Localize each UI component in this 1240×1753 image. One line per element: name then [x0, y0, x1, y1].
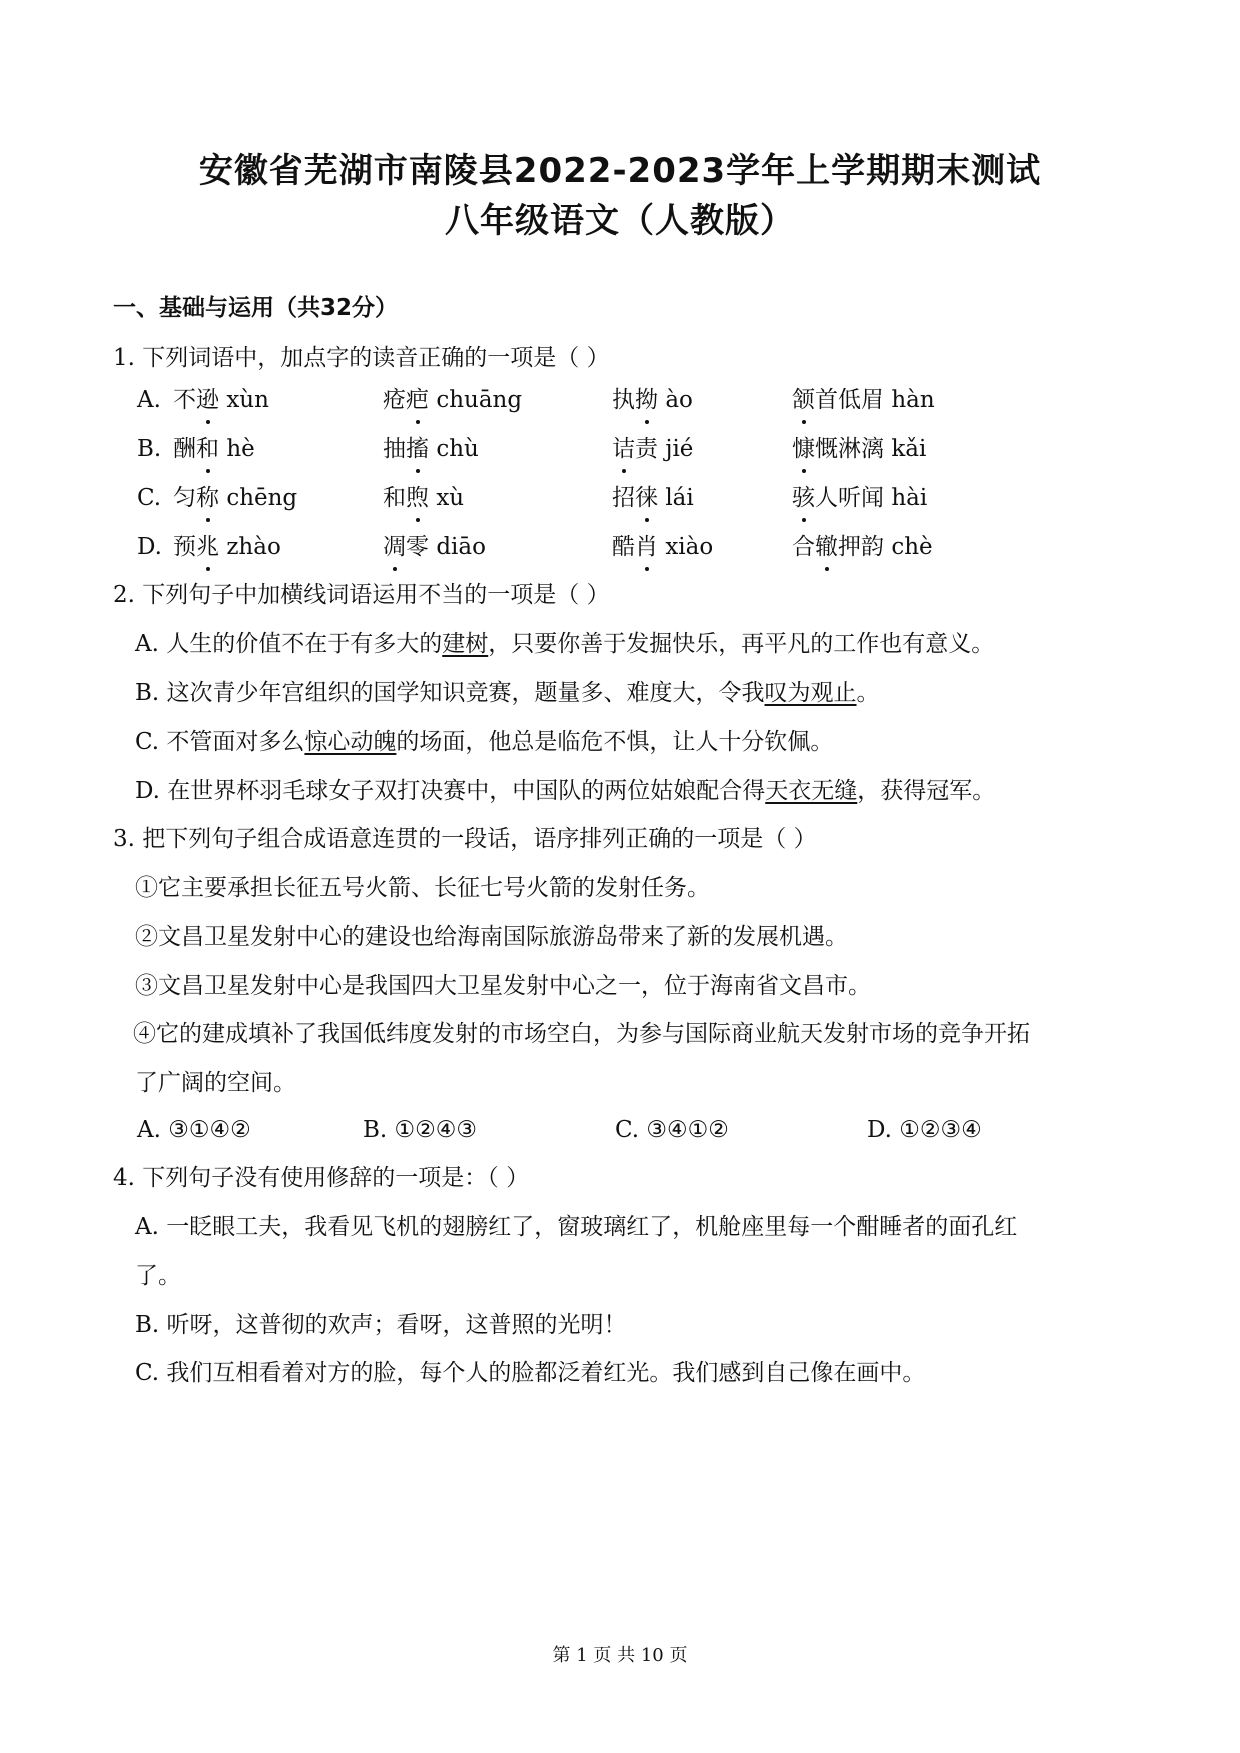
word-text: 人听闻 — [815, 485, 884, 511]
question-2-stem: 2. 下列句子中加横线词语运用不当的一项是（ ） — [113, 582, 610, 608]
word-text: 押韵 — [838, 534, 884, 560]
word-text: 执 — [612, 387, 635, 413]
pinyin: hài — [891, 485, 928, 511]
dotted-character: 称 — [196, 485, 219, 511]
word-item — [792, 434, 926, 464]
question-3-sentence-3: ③文昌卫星发射中心是我国四大卫星发射中心之一，位于海南省文昌市。 — [135, 973, 871, 999]
word-item — [612, 532, 713, 562]
question-4-option-b: B. 听呀，这普彻的欢声；看呀，这普照的光明！ — [135, 1312, 627, 1338]
dotted-character: 煦 — [406, 485, 429, 511]
word-item — [383, 385, 522, 415]
word-item — [792, 532, 933, 562]
question-3-choices — [0, 1115, 1240, 1147]
question-2-option-a — [135, 629, 994, 659]
word-item — [173, 532, 281, 562]
option-letter: B. — [137, 436, 162, 462]
word-text: 零 — [406, 534, 429, 560]
dotted-character: 拗 — [635, 387, 658, 413]
word-text: 和 — [383, 485, 406, 511]
word-text: 疮 — [383, 387, 406, 413]
option-letter: C. — [137, 485, 162, 511]
question-1-option-row — [0, 434, 1240, 466]
question-3-sentence-1: ①它主要承担长征五号火箭、长征七号火箭的发射任务。 — [135, 875, 710, 901]
question-2-option-c — [135, 727, 833, 757]
choice-a: A. ③①④② — [137, 1117, 251, 1143]
choice-b: B. ①②④③ — [363, 1117, 478, 1143]
question-1-option-row — [0, 483, 1240, 515]
word-text: 首低眉 — [815, 387, 884, 413]
pinyin: chù — [436, 436, 479, 462]
question-1-option-row — [0, 385, 1240, 417]
dotted-character: 肖 — [635, 534, 658, 560]
pinyin: chè — [891, 534, 933, 560]
question-3-sentence-4: ④它的建成填补了我国低纬度发射的市场空白，为参与国际商业航天发射市场的竞争开拓 — [133, 1021, 1030, 1047]
dotted-character: 搐 — [406, 436, 429, 462]
option-text: B. 这次青少年宫组织的国学知识竞赛，题量多、难度大，令我 — [135, 680, 765, 706]
pinyin: hè — [226, 436, 255, 462]
question-1-stem: 1. 下列词语中，加点字的读音正确的一项是（ ） — [113, 345, 610, 371]
word-item — [792, 483, 927, 513]
underlined-term: 惊心动魄 — [304, 729, 397, 755]
question-3-sentence-4-cont: 了广阔的空间。 — [135, 1070, 296, 1096]
underlined-term: 叹为观止 — [764, 680, 857, 706]
dotted-character: 徕 — [635, 485, 658, 511]
option-text: ，获得冠军。 — [857, 778, 996, 804]
option-text: 。 — [856, 680, 880, 706]
dotted-character: 骇 — [792, 485, 815, 511]
question-2-option-b — [135, 678, 880, 708]
word-item — [383, 434, 479, 464]
word-text: 合 — [792, 534, 815, 560]
dotted-character: 慷 — [792, 436, 815, 462]
option-text: C. 不管面对多么 — [135, 729, 305, 755]
pinyin: lái — [665, 485, 694, 511]
document-title-line2: 八年级语文（人教版） — [445, 201, 795, 241]
word-item — [173, 483, 297, 513]
word-item — [383, 483, 464, 513]
pinyin: diāo — [436, 534, 486, 560]
question-4-option-a-cont: 了。 — [135, 1263, 181, 1289]
page-footer: 第 1 页 共 10 页 — [552, 1645, 688, 1666]
document-title-line1: 安徽省芜湖市南陵县2022-2023学年上学期期末测试 — [198, 151, 1042, 191]
pinyin: xiào — [665, 534, 714, 560]
pinyin: kǎi — [891, 436, 927, 462]
option-letter: D. — [137, 534, 162, 560]
choice-c: C. ③④①② — [615, 1117, 729, 1143]
option-text: D. 在世界杯羽毛球女子双打决赛中，中国队的两位姑娘配合得 — [135, 778, 766, 804]
pinyin: xù — [436, 485, 465, 511]
word-item — [612, 434, 693, 464]
question-3-stem: 3. 把下列句子组合成语意连贯的一段话，语序排列正确的一项是（ ） — [113, 826, 817, 852]
question-3-sentence-2: ②文昌卫星发射中心的建设也给海南国际旅游岛带来了新的发展机遇。 — [135, 924, 848, 950]
underlined-term: 建树 — [442, 631, 489, 657]
question-2-option-d — [135, 776, 995, 806]
word-text: 抽 — [383, 436, 406, 462]
word-item — [612, 385, 693, 415]
pinyin: jié — [665, 436, 694, 462]
option-text: 的场面，他总是临危不惧，让人十分钦佩。 — [396, 729, 834, 755]
question-4-option-c: C. 我们互相看着对方的脸，每个人的脸都泛着红光。我们感到自己像在画中。 — [135, 1360, 926, 1386]
word-text: 酷 — [612, 534, 635, 560]
word-item — [792, 385, 935, 415]
dotted-character: 逊 — [196, 387, 219, 413]
section-heading: 一、基础与运用（共32分） — [113, 295, 399, 321]
option-text: A. 人生的价值不在于有多大的 — [135, 631, 443, 657]
pinyin: zhào — [226, 534, 281, 560]
word-text: 预 — [173, 534, 196, 560]
word-text: 慨淋漓 — [815, 436, 884, 462]
pinyin: chuāng — [436, 387, 523, 413]
choice-d: D. ①②③④ — [867, 1117, 982, 1143]
option-text: ，只要你善于发掘快乐，再平凡的工作也有意义。 — [488, 631, 995, 657]
pinyin: ào — [665, 387, 693, 413]
question-4-stem: 4. 下列句子没有使用修辞的一项是：（ ） — [113, 1165, 530, 1191]
word-text: 责 — [635, 436, 658, 462]
word-text: 酬 — [173, 436, 196, 462]
dotted-character: 颔 — [792, 387, 815, 413]
pinyin: xùn — [226, 387, 269, 413]
word-item — [173, 385, 269, 415]
dotted-character: 诘 — [612, 436, 635, 462]
dotted-character: 凋 — [383, 534, 406, 560]
pinyin: hàn — [891, 387, 935, 413]
dotted-character: 兆 — [196, 534, 219, 560]
underlined-term: 天衣无缝 — [765, 778, 858, 804]
dotted-character: 疤 — [406, 387, 429, 413]
dotted-character: 辙 — [815, 534, 838, 560]
question-1-option-row — [0, 532, 1240, 564]
word-item — [383, 532, 486, 562]
word-text: 招 — [612, 485, 635, 511]
pinyin: chēng — [226, 485, 298, 511]
word-item — [173, 434, 255, 464]
word-text: 匀 — [173, 485, 196, 511]
option-letter: A. — [137, 387, 161, 413]
dotted-character: 和 — [196, 436, 219, 462]
word-text: 不 — [173, 387, 196, 413]
question-4-option-a: A. 一眨眼工夫，我看见飞机的翅膀红了，窗玻璃红了，机舱座里每一个酣睡者的面孔红 — [135, 1214, 1018, 1240]
word-item — [612, 483, 694, 513]
